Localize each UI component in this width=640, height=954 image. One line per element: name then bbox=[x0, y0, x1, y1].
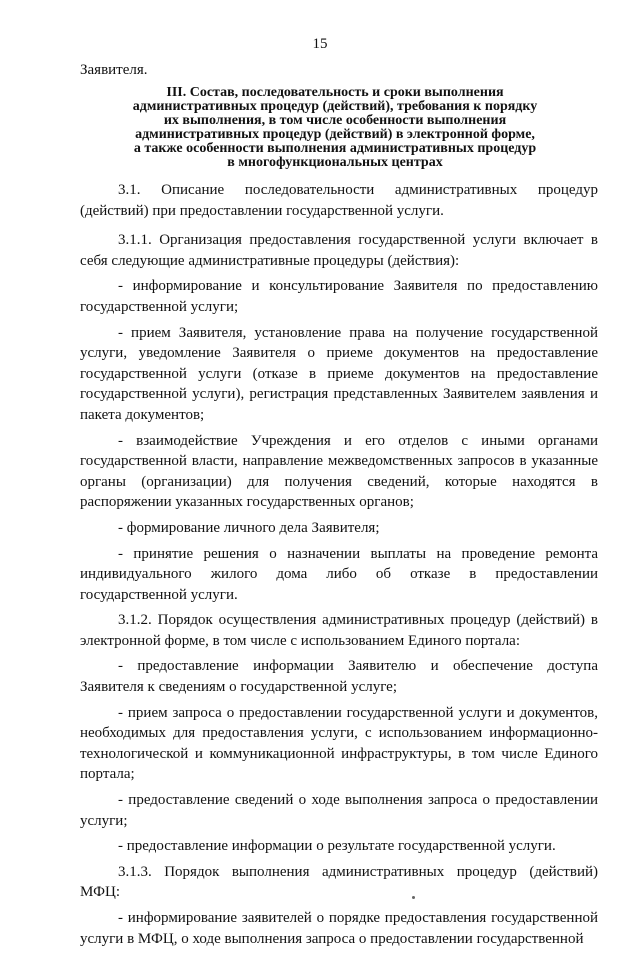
list-item: - формирование личного дела Заявителя; bbox=[118, 519, 380, 536]
list-item: - предоставление сведений о ходе выполнения запроса о предоставлении услуги; bbox=[80, 792, 598, 829]
list-item: - прием запроса о предоставлении государственной услуги и документов, необходимых для предоставления услуги, с использованием информационно-технологической и коммуникационной инфраструктуры, в том числе Единого портала; bbox=[80, 704, 598, 783]
heading-line: а также особенности выполнения административных процедур bbox=[133, 141, 537, 156]
list-item: - предоставление информации о результате государственной услуги. bbox=[118, 838, 556, 855]
list-item: - информирование и консультирование Заявителя по предоставлению государственной услуги; bbox=[80, 278, 598, 315]
heading-line: в многофункциональных центрах bbox=[227, 155, 443, 170]
paragraph: 3.1. Описание последовательности административных процедур (действий) при предоставлении государственной услуги. bbox=[80, 182, 598, 219]
list-item: - взаимодействие Учреждения и его отделов с иными органами государственной власти, направление межведомственных запросов в указанные органы (организации) для получения сведений, которые находятся в распоряжении указанных государственных органов; bbox=[80, 432, 598, 511]
paragraph: 3.1.1. Организация предоставления государственной услуги включает в себя следующие административные процедуры (действия): bbox=[80, 232, 598, 269]
list-item: - прием Заявителя, установление права на получение государственной услуги, уведомление Заявителя о приеме документов на предоставление государственной услуги (отказе в приеме документов на предоставление государственной услуги), регистрация представленных Заявителем заявления и пакета документов; bbox=[80, 324, 598, 423]
heading-line: административных процедур (действий) в электронной форме, bbox=[135, 127, 535, 142]
lead-text: Заявителя. bbox=[80, 62, 148, 78]
section-heading bbox=[100, 86, 570, 170]
scan-dot bbox=[412, 896, 415, 899]
heading-line: их выполнения, в том числе особенности выполнения bbox=[163, 113, 507, 128]
list-item: - предоставление информации Заявителю и обеспечение доступа Заявителя к сведениям о государственной услуге; bbox=[80, 658, 598, 696]
document-body bbox=[80, 180, 598, 954]
list-item: - информирование заявителей о порядке предоставления государственной услуги в МФЦ, о ходе выполнения запроса о предоставлении государственной bbox=[80, 910, 598, 947]
page-number: 15 bbox=[312, 36, 328, 52]
paragraph: 3.1.2. Порядок осуществления административных процедур (действий) в электронной форме, в том числе с использованием Единого портала: bbox=[80, 612, 598, 649]
list-item: - принятие решения о назначении выплаты на проведение ремонта индивидуального жилого дома либо об отказе в предоставлении государственной услуги. bbox=[80, 545, 598, 603]
heading-line: административных процедур (действий), требования к порядку bbox=[132, 99, 538, 114]
paragraph: 3.1.3. Порядок выполнения административных процедур (действий) МФЦ: bbox=[80, 863, 598, 901]
heading-line: III. Состав, последовательность и сроки выполнения bbox=[166, 85, 504, 100]
